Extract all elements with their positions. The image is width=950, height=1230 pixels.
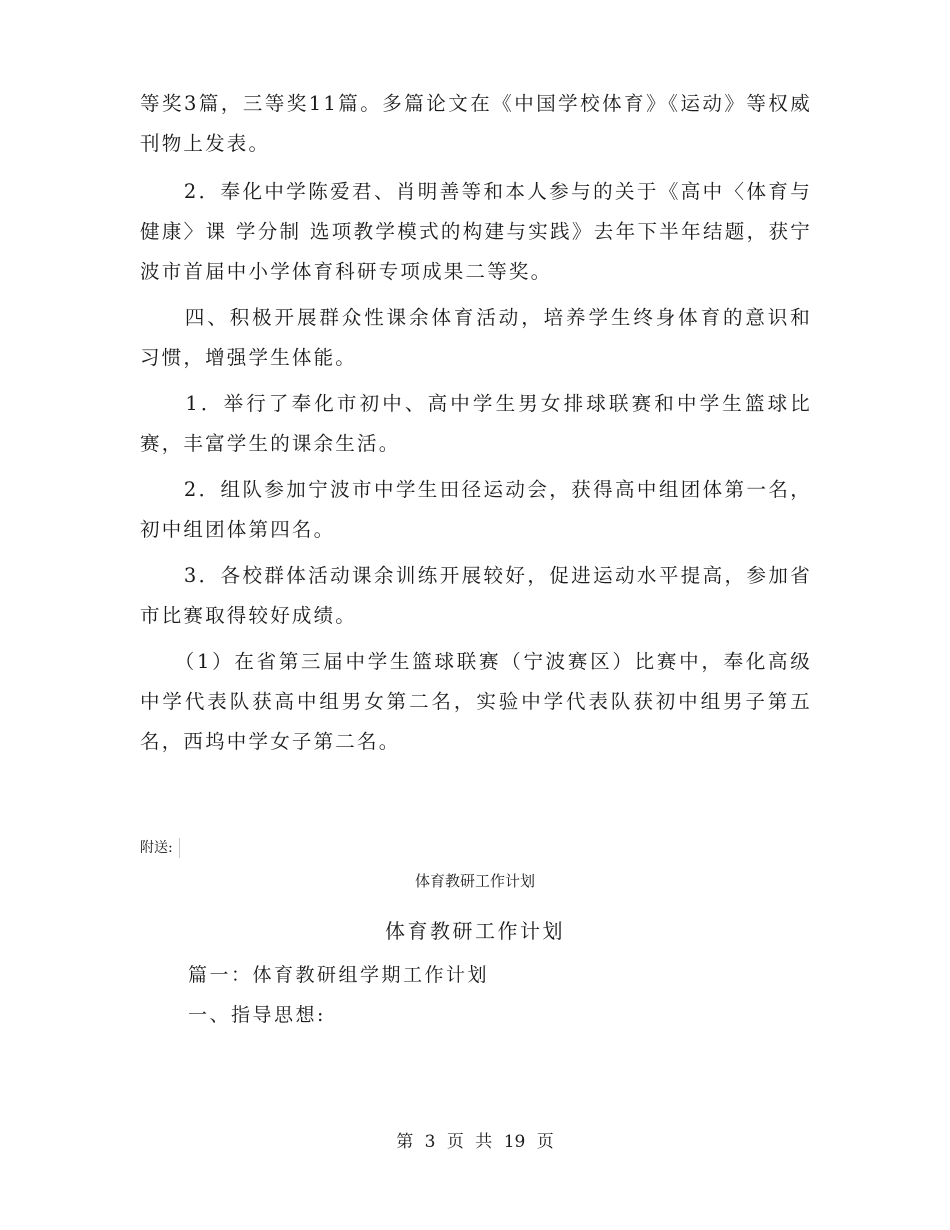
paragraph-volleyball-league: 1．举行了奉化市初中、高中学生男女排球联赛和中学生篮球比赛，丰富学生的课余生活。 [140,392,812,455]
attachment-chapter-heading: 篇一：体育教研组学期工作计划 [188,964,490,986]
paragraph-section-four-heading: 四、积极开展群众性课余体育活动，培养学生终身体育的意识和习惯，增强学生体能。 [140,306,812,369]
page-footer: 第 3 页 共 19 页 [396,1132,554,1152]
attachment-small-title: 体育教研工作计划 [414,872,535,890]
attachment-title: 体育教研工作计划 [385,919,565,943]
paragraph-school-activities: 3．各校群体活动课余训练开展较好，促进运动水平提高，参加省市比赛取得较好成绩。 [140,564,812,627]
paragraph-research-project: 2．奉化中学陈爱君、肖明善等和本人参与的关于《高中〈体育与健康〉课 学分制 选项教学模式的构建与实践》去年下半年结题，获宁波市首届中小学体育科研专项成果二等奖。 [140,180,812,283]
paragraph-track-field: 2．组队参加宁波市中学生田径运动会，获得高中组团体第一名，初中组团体第四名。 [140,478,812,541]
attachment-section-heading: 一、指导思想: [188,1004,326,1026]
paragraph-awards: 等奖3篇，三等奖11篇。多篇论文在《中国学校体育》《运动》等权威刊物上发表。 [140,92,812,155]
attachment-label: 附送: [140,838,180,858]
paragraph-basketball-league: （1）在省第三届中学生篮球联赛（宁波赛区）比赛中，奉化高级中学代表队获高中组男女第二名，实验中学代表队获初中组男子第五名，西坞中学女子第二名。 [140,650,812,753]
